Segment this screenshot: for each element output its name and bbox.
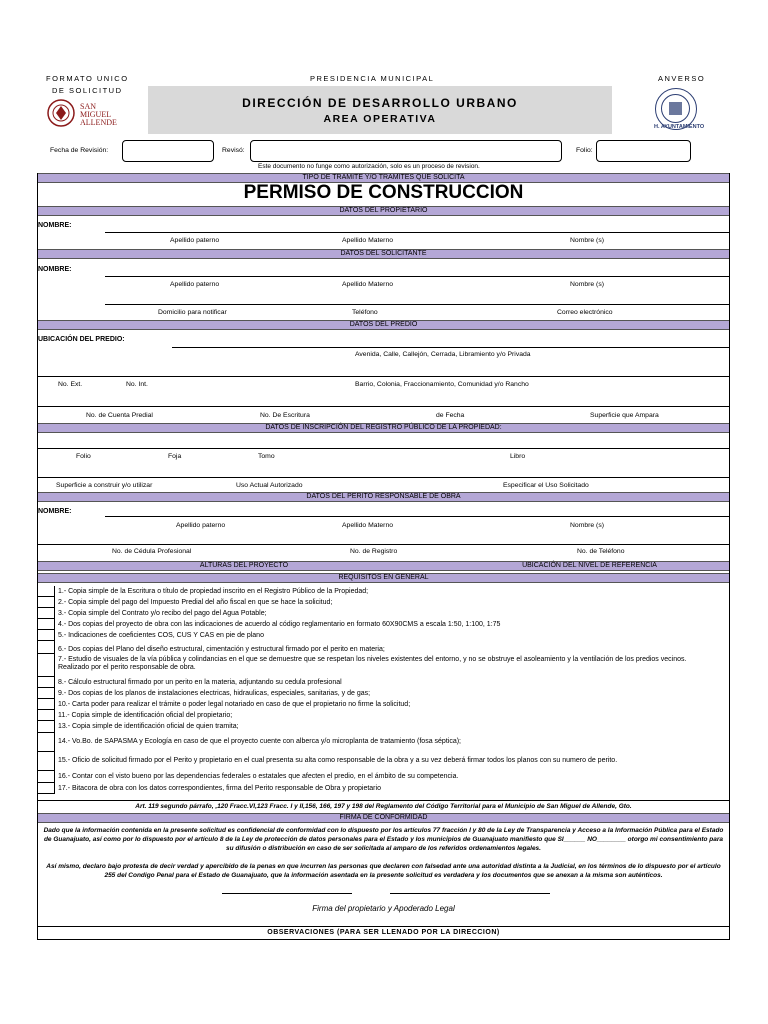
superficie-label: Superficie que Ampara <box>590 412 659 419</box>
requisito-item: 10.- Carta poder para realizar el trámite o poder legal notariado en caso de que el propietario no firme la solicitud; <box>58 701 411 708</box>
folio-label: Folio: <box>576 147 593 154</box>
firma-label: Firma del propietario y Apoderado Legal <box>312 904 455 913</box>
requisito-checkbox[interactable] <box>38 654 55 677</box>
escritura-label: No. De Escritura <box>260 412 310 419</box>
sol-correo: Correo electrónico <box>557 309 613 316</box>
san-miguel-logo <box>46 97 132 131</box>
sol-nombres: Nombre (s) <box>570 281 604 288</box>
reviso-input[interactable] <box>250 140 562 162</box>
requisito-item: 1.- Copia simple de la Escritura o título de propiedad inscrito en el Registro Público de la Propiedad; <box>58 588 369 595</box>
requisito-item: 2.- Copia simple del pago del Impuesto Predial del año fiscal en que se hace la solicitud; <box>58 599 333 606</box>
per-nombres: Nombre (s) <box>570 522 604 529</box>
sol-telefono: Teléfono <box>352 309 378 316</box>
barrio-label: Barrio, Colonia, Fraccionamiento, Comunidad y/o Rancho <box>355 381 529 388</box>
perito-nombre-label: NOMBRE: <box>38 508 72 515</box>
avenida-label: Avenida, Calle, Callejón, Cerrada, Libramiento y/o Privada <box>355 351 531 358</box>
requisito-checkbox[interactable] <box>38 733 55 752</box>
svg-text:MIGUEL: MIGUEL <box>80 110 112 119</box>
perito-nombre-line[interactable] <box>105 516 729 517</box>
per-ap-paterno: Apellido paterno <box>176 522 226 529</box>
requisito-checkbox[interactable] <box>38 752 55 771</box>
telefono-perito-label: No. de Teléfono <box>577 548 625 555</box>
fecha-revision-input[interactable] <box>122 140 214 162</box>
prop-ap-paterno: Apellido paterno <box>170 237 220 244</box>
registro-line[interactable] <box>38 448 729 449</box>
notice-text: Este documento no funge como autorización, solo es un proceso de revision. <box>258 163 480 170</box>
ayuntamiento-caption: H. AYUNTAMIENTO <box>654 124 705 130</box>
requisito-checkbox[interactable] <box>38 688 55 699</box>
reviso-label: Revisó: <box>222 147 245 154</box>
solicitante-domicilio-line[interactable] <box>105 304 729 305</box>
requisitos-band: REQUISITOS EN GENERAL <box>38 573 729 583</box>
tomo-label: Tomo <box>258 453 275 460</box>
confidencialidad-text: Dado que la información contenida en la presente solicitud es confidencial de conformidad con lo dispuesto por los artículos 77 fracción I y 80 de la Ley de Transparencia y Acceso a la Información Pública para el Estado de Guanajuato, así como por lo dispuesto por el artículo 8 de la Ley de protección de datos personales para el Estado y los municipios de Guanajuato manifiesto que SI______ NO________ otorgo mi consentimiento para su difusión o distribución en caso de ser solicitada al amparo de los referidos ordenamientos legales. <box>43 827 724 852</box>
no-int-label: No. Int. <box>126 381 148 388</box>
fecha-revision-label: Fecha de Revisión: <box>50 147 109 154</box>
alturas-band: ALTURAS DEL PROYECTO <box>38 561 450 571</box>
requisito-checkbox[interactable] <box>38 619 55 630</box>
svg-text:SAN: SAN <box>80 102 97 111</box>
permiso-title: PERMISO DE CONSTRUCCION <box>243 182 524 203</box>
presidencia-label: PRESIDENCIA MUNICIPAL <box>310 74 435 83</box>
propietario-nombre-label: NOMBRE: <box>38 222 72 229</box>
direccion-title: DIRECCIÓN DE DESARROLLO URBANO <box>242 96 518 110</box>
cuenta-line[interactable] <box>38 406 729 407</box>
propietario-band: DATOS DEL PROPIETARIO <box>38 206 729 216</box>
requisito-item: 3.- Copia simple del Contrato y/o recibo del pago del Agua Potable; <box>58 610 267 617</box>
requisito-item: 17.- Bitacora de obra con los datos correspondientes, firma del Perito responsable de Obra y propietario <box>58 785 381 792</box>
requisito-checkbox[interactable] <box>38 608 55 619</box>
requisito-item: 15.- Oficio de solicitud firmado por el Perito y propietario en el cual presenta su alta como responsable de la obra y a su vez deberá firmar todos los planos con su numero de perito. <box>58 757 618 764</box>
requisito-item: 16.- Contar con el visto bueno por las dependencias federales o estatales que afecten el predio, en el ámbito de su competencia. <box>58 773 459 780</box>
ext-int-line[interactable] <box>38 376 729 377</box>
folio-input[interactable] <box>596 140 691 162</box>
firma-line-2[interactable] <box>390 893 550 894</box>
predio-band: DATOS DEL PREDIO <box>38 320 729 330</box>
prop-nombres: Nombre (s) <box>570 237 604 244</box>
anverso-label: ANVERSO <box>658 74 706 83</box>
svg-text:ALLENDE: ALLENDE <box>80 118 117 127</box>
requisito-item: 9.- Dos copias de los planos de instalaciones electricas, hidraulicas, especiales, sanitarias, y de gas; <box>58 690 371 697</box>
perito-cedula-line[interactable] <box>38 544 729 545</box>
sup-construir-label: Superficie a construir y/o utilizar <box>56 482 153 489</box>
solicitante-band: DATOS DEL SOLICITANTE <box>38 249 729 259</box>
solicitante-nombre-label: NOMBRE: <box>38 266 72 273</box>
cuenta-predial-label: No. de Cuenta Predial <box>86 412 153 419</box>
tramite-band: TIPO DE TRAMITE Y/O TRAMITES QUE SOLICITA <box>38 173 729 183</box>
libro-label: Libro <box>510 453 526 460</box>
registro-perito-label: No. de Registro <box>350 548 398 555</box>
uso-actual-label: Uso Actual Autorizado <box>236 482 303 489</box>
requisito-item: 11.- Copia simple de identificación oficial del propietario; <box>58 712 233 719</box>
cedula-label: No. de Cédula Profesional <box>112 548 192 555</box>
solicitante-nombre-line[interactable] <box>105 276 729 277</box>
requisito-item: 14.- Vo.Bo. de SAPASMA y Ecología en caso de que el proyecto cuente con alberca y/o microplanta de tratamiento (fosa séptica); <box>58 738 461 745</box>
requisito-item: 13.- Copia simple de identificación oficial de quien tramita; <box>58 723 239 730</box>
form-type-line1: FORMATO UNICO <box>46 74 129 83</box>
requisito-item: 7.- Estudio de visuales de la vía pública y colindancias en el que se demuestre que se respetan los niveles existentes del entorno, y no se obstruye el asoleamiento y la ventilación de los predios vecinos. Realizado por el perito responsable de obra. <box>58 656 687 671</box>
requisito-checkbox[interactable] <box>38 641 55 654</box>
no-ext-label: No. Ext. <box>58 381 83 388</box>
requisito-item: 4.- Dos copias del proyecto de obra con las indicaciones de acuerdo al código reglamentario en formato 60X90CMS a escala 1:50, 1:100, 1:75 <box>58 621 501 628</box>
requisito-item: 5.- Indicaciones de coeficientes COS, CUS Y CAS en pie de plano <box>58 632 264 639</box>
perito-band: DATOS DEL PERITO RESPONSABLE DE OBRA <box>38 492 729 502</box>
requisito-checkbox[interactable] <box>38 783 55 794</box>
nivel-referencia-band: UBICACIÓN DEL NIVEL DE REFERENCIA <box>450 561 729 571</box>
propietario-nombre-line[interactable] <box>105 232 729 233</box>
requisito-item: 8.- Cálculo estructural firmado por un perito en la materia, adjuntando su cedula profesional <box>58 679 342 686</box>
article-ref: Art. 119 segundo párrafo, ,120 Fracc.VI,123 Fracc. I y II,156, 166, 197 y 198 del Reglamento del Código Territorial para el Municipio de San Miguel de Allende, Gto. <box>135 803 632 810</box>
sol-ap-materno: Apellido Materno <box>342 281 394 288</box>
sol-domicilio: Domicilio para notificar <box>158 309 227 316</box>
sol-ap-paterno: Apellido paterno <box>170 281 220 288</box>
requisito-item: 6.- Dos copias del Plano del diseño estructural, cimentación y estructural firmado por el perito en materia; <box>58 646 385 653</box>
title-box <box>148 86 612 134</box>
requisito-checkbox[interactable] <box>38 710 55 721</box>
conformidad-band: FIRMA DE CONFORMIDAD <box>38 813 729 823</box>
fecha-label: de Fecha <box>436 412 465 419</box>
uso-solicitado-label: Especificar el Uso Solicitado <box>503 482 589 489</box>
ubicacion-label: UBICACIÓN DEL PREDIO: <box>38 336 125 343</box>
folio-reg-label: Folio <box>76 453 91 460</box>
requisitos-end-line <box>38 800 729 801</box>
observaciones-band: OBSERVACIONES (PARA SER LLENADO POR LA DIRECCION) <box>38 926 729 939</box>
registro-band: DATOS DE INSCRIPCIÓN DEL REGISTRO PÚBLICO DE LA PROPIEDAD: <box>38 423 729 433</box>
requisito-checkbox[interactable] <box>38 586 55 597</box>
requisito-checkbox[interactable] <box>38 677 55 688</box>
area-title: AREA OPERATIVA <box>323 113 437 125</box>
requisito-checkbox[interactable] <box>38 597 55 608</box>
requisito-checkbox[interactable] <box>38 630 55 641</box>
prop-ap-materno: Apellido Materno <box>342 237 394 244</box>
form-type-line2: DE SOLICITUD <box>52 86 123 95</box>
protesta-text: Así mismo, declaro bajo protesta de decir verdad y apercibido de la penas en que incurren las personas que declaren con falsedad ante una autoridad distinta a la Judicial, en los términos de lo dispuesto por el artículo 255 del Condigo Penal para el Estado de Guanajuato, que la información asentada en la presente solicitud es verdadera y los documentos que se anexan a la misma son auténticos. <box>46 863 721 879</box>
firma-line-1[interactable] <box>222 893 352 894</box>
form-frame <box>37 173 730 940</box>
requisito-checkbox[interactable] <box>38 721 55 733</box>
per-ap-materno: Apellido Materno <box>342 522 394 529</box>
ubicacion-line[interactable] <box>172 347 729 348</box>
superficie-line[interactable] <box>38 477 729 478</box>
requisito-checkbox[interactable] <box>38 699 55 710</box>
requisito-checkbox[interactable] <box>38 771 55 783</box>
foja-label: Foja <box>168 453 182 460</box>
